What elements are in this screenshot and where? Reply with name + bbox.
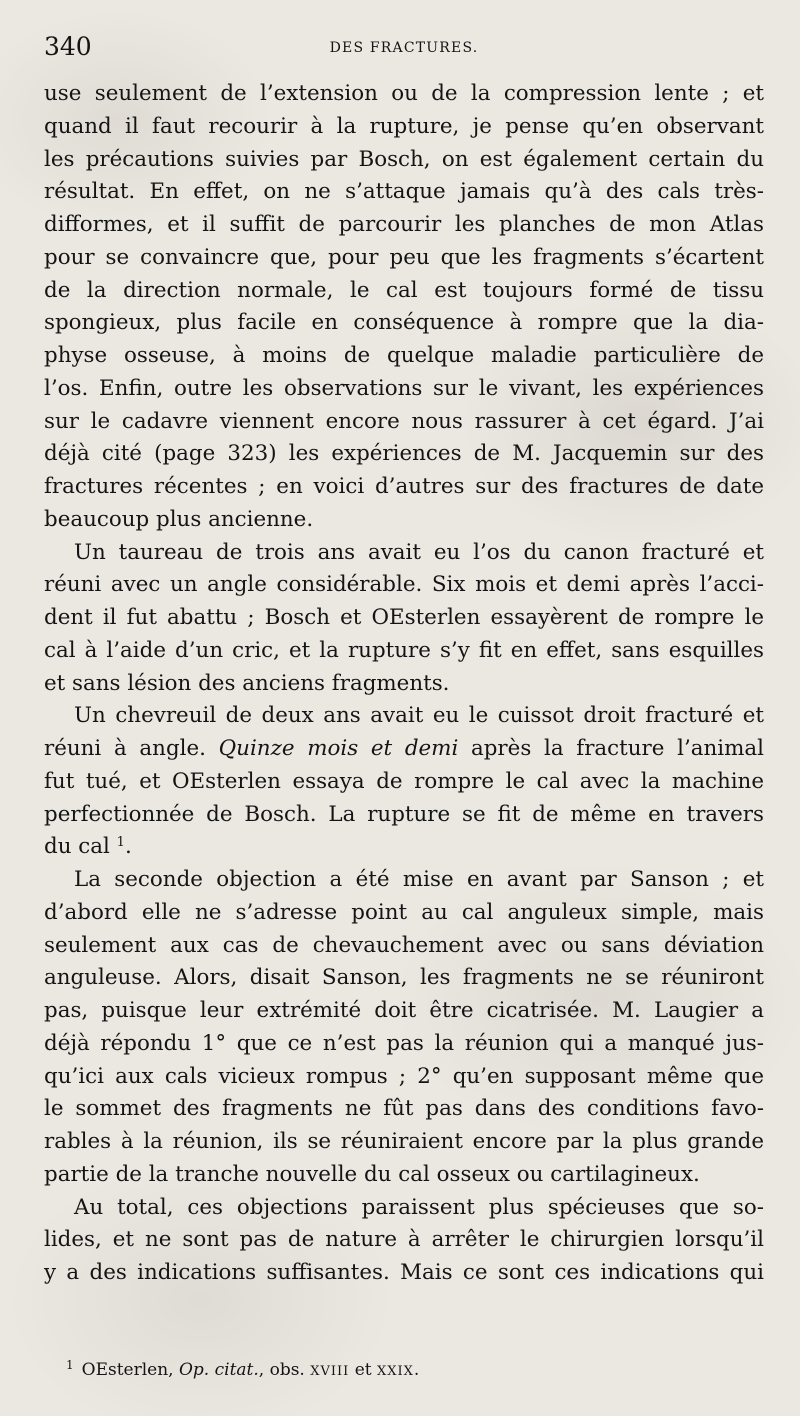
text-line: d’abord elle ne s’adresse point au cal anguleux simple, mais xyxy=(44,899,764,925)
text-line: quand il faut recourir à la rupture, je pense qu’en observant xyxy=(44,113,764,139)
text-line: perfectionnée de Bosch. La rupture se fit de même en travers xyxy=(44,801,764,827)
text-line: y a des indications suffisantes. Mais ce sont ces indications qui xyxy=(44,1260,764,1285)
text-line: déjà cité (page 323) les expériences de M. Jacquemin sur des xyxy=(44,441,764,467)
text-line: physe osseuse, à moins de quelque maladie particulière de xyxy=(44,343,764,368)
footnote-obs: XVIII xyxy=(310,1364,350,1379)
footnote-text: . xyxy=(413,1360,420,1380)
page-number: 340 xyxy=(44,32,92,61)
footnote-text: et xyxy=(349,1360,378,1380)
text-line xyxy=(44,831,764,864)
text-line: qu’ici aux cals vicieux rompus ; 2° qu’en supposant même que xyxy=(44,1063,764,1089)
text-line xyxy=(44,733,764,766)
text-line: rables à la réunion, ils se réuniraient encore par la plus grande xyxy=(44,1129,764,1154)
text-line: et sans lésion des anciens fragments. xyxy=(44,670,450,696)
text-line: l’os. Enfin, outre les observations sur le vivant, les expériences xyxy=(44,375,764,401)
text-line: seulement aux cas de chevauchement avec ou sans déviation xyxy=(44,932,764,958)
text-segment: réuni à angle. xyxy=(44,736,219,761)
text-segment: . xyxy=(124,834,132,860)
text-line: partie de la tranche nouvelle du cal osseux ou cartilagineux. xyxy=(44,1161,700,1187)
text-line: beaucoup plus ancienne. xyxy=(44,506,314,532)
text-line: difformes, et il suffit de parcourir les planches de mon Atlas xyxy=(44,212,764,237)
text-segment: après la fracture l’animal xyxy=(458,736,764,761)
text-line: résultat. En effet, on ne s’attaque jamais qu’à des cals très- xyxy=(44,179,764,205)
text-line: spongieux, plus facile en conséquence à rompre que la dia- xyxy=(44,310,764,336)
footnote-work: Op. citat. xyxy=(178,1360,259,1380)
text-line: de la direction normale, le cal est toujours formé de tissu xyxy=(44,277,764,303)
text-line: cal à l’aide d’un cric, et la rupture s’y fit en effet, sans esquilles xyxy=(44,637,764,663)
text-line: pour se convaincre que, pour peu que les fragments s’écartent xyxy=(44,244,764,270)
text-line: réuni avec un angle considérable. Six mois et demi après l’acci- xyxy=(44,572,764,598)
footnote-reference[interactable]: 1 xyxy=(116,835,125,851)
text-line: lides, et ne sont pas de nature à arrêter le chirurgien lorsqu’il xyxy=(44,1227,764,1253)
body-text xyxy=(44,78,764,1290)
text-line: Un taureau de trois ans avait eu l’os du canon fracturé et xyxy=(74,539,764,565)
text-line: La seconde objection a été mise en avant par Sanson ; et xyxy=(74,867,764,892)
text-line: dent il fut abattu ; Bosch et OEsterlen essayèrent de rompre le xyxy=(44,605,764,630)
text-line: pas, puisque leur extrémité doit être cicatrisée. M. Laugier a xyxy=(44,998,764,1023)
text-line: Au total, ces objections paraissent plus spécieuses que so- xyxy=(74,1194,764,1220)
text-line: use seulement de l’extension ou de la compression lente ; et xyxy=(44,81,764,106)
footnote-mark: 1 xyxy=(66,1358,74,1372)
page-header xyxy=(44,30,764,66)
text-line: Un chevreuil de deux ans avait eu le cuissot droit fracturé et xyxy=(74,703,764,729)
text-line: fractures récentes ; en voici d’autres sur des fractures de date xyxy=(44,474,764,499)
text-line: anguleuse. Alors, disait Sanson, les fragments ne se réuniront xyxy=(44,965,764,991)
text-line: les précautions suivies par Bosch, on est également certain du xyxy=(44,146,764,172)
text-line: sur le cadavre viennent encore nous rassurer à cet égard. J’ai xyxy=(44,408,764,434)
footnote-author: OEsterlen, xyxy=(81,1360,179,1380)
text-segment: du cal xyxy=(44,834,110,860)
footnote-text: , obs. xyxy=(258,1360,311,1380)
footnote-obs: XXIX xyxy=(377,1364,414,1379)
text-line: fut tué, et OEsterlen essaya de rompre le cal avec la machine xyxy=(44,768,764,794)
italic-phrase: Quinze mois et demi xyxy=(218,736,459,761)
footnote xyxy=(66,1352,419,1385)
text-line: déjà répondu 1° que ce n’est pas la réunion qui a manqué jus- xyxy=(44,1030,764,1056)
running-head: DES FRACTURES. xyxy=(329,40,479,56)
text-line: le sommet des fragments ne fût pas dans des conditions favo- xyxy=(44,1096,764,1122)
